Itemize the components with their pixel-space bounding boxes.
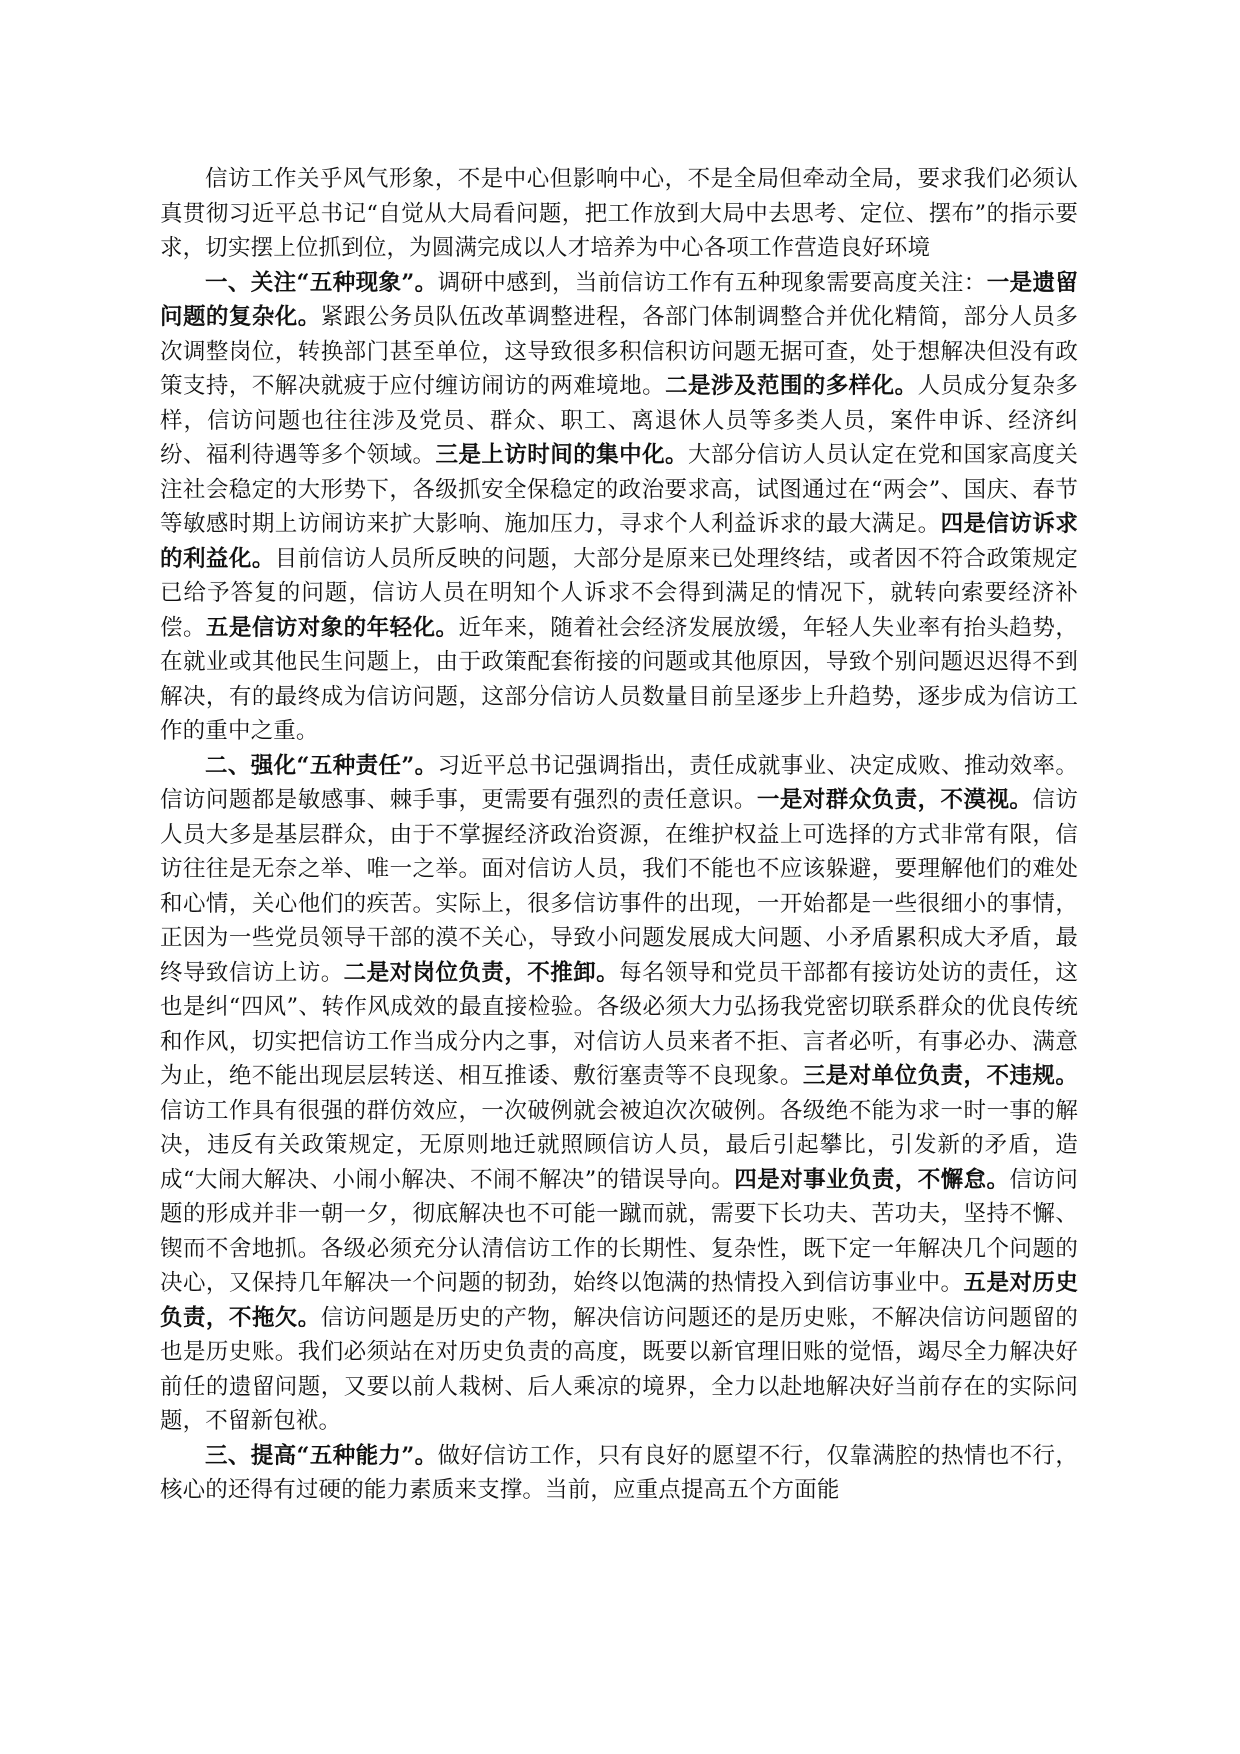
text-run: 做好信访工作，只有良好的愿望不行，仅靠满腔的热情也不行，核心的还得有过硬的能力素质来支撑。当前，应重点提高五个方面能	[160, 1442, 1078, 1503]
text-run: 人员成分复杂多样，信访问题也往往涉及党员、群众、职工、离退休人员等多类人员，案件申诉、经济纠纷、福利待遇等多个领域。	[160, 373, 1078, 468]
point-heading: 四是信访诉求的利益化。	[160, 511, 1078, 572]
point-heading: 二是对岗位负责，不推卸。	[343, 959, 620, 986]
text-run: 大部分信访人员认定在党和国家高度关注社会稳定的大形势下，各级抓安全保稳定的政治要求高，试图通过在“两会”、国庆、春节等敏感时期上访闹访来扩大影响、施加压力，寻求个人利益诉求的最大满足。	[160, 442, 1078, 537]
text-run: 近年来，随着社会经济发展放缓，年轻人失业率有抬头趋势，在就业或其他民生问题上，由于政策配套衔接的问题或其他原因，导致个别问题迟迟得不到解决，有的最终成为信访问题，这部分信访人员数量目前呈逐步上升趋势，逐步成为信访工作的重中之重。	[160, 614, 1078, 744]
point-heading: 三是对单位负责，不违规。	[802, 1063, 1078, 1089]
text-run: 调研中感到，当前信访工作有五种现象需要高度关注：	[437, 269, 987, 296]
text-run: 信访问题的形成并非一朝一夕，彻底解决也不可能一蹴而就，需要下长功夫、苦功夫，坚持不懈、锲而不舍地抓。各级必须充分认清信访工作的长期性、复杂性，既下定一年解决几个问题的决心，又保持几年解决一个问题的韧劲，始终以饱满的热情投入到信访事业中。	[160, 1166, 1078, 1296]
text-run: 信访工作关乎风气形象，不是中心但影响中心，不是全局但牵动全局，要求我们必须认真贯彻习近平总书记“自觉从大局看问题，把工作放到大局中去思考、定位、摆布”的指示要求，切实摆上位抓到位，为圆满完成以人才培养为中心各项工作营造良好环境	[160, 166, 1078, 261]
intro-paragraph	[160, 162, 1078, 266]
text-run: 信访问题是历史的产物，解决信访问题还的是历史账，不解决信访问题留的也是历史账。我们必须站在对历史负责的高度，既要以新官理旧账的觉悟，竭尽全力解决好前任的遗留问题，又要以前人栽树、后人乘凉的境界，全力以赴地解决好当前存在的实际问题，不留新包袱。	[160, 1304, 1078, 1434]
text-run: 紧跟公务员队伍改革调整进程，各部门体制调整合并优化精简，部分人员多次调整岗位，转换部门甚至单位，这导致很多积信积访问题无据可查，处于想解决但没有政策支持，不解决就疲于应付缠访闹访的两难境地。	[160, 304, 1078, 399]
point-heading: 三是上访时间的集中化。	[435, 442, 689, 468]
document-page	[160, 162, 1078, 1508]
text-run: 信访人员大多是基层群众，由于不掌握经济政治资源，在维护权益上可选择的方式非常有限，信访往往是无奈之举、唯一之举。面对信访人员，我们不能也不应该躲避，要理解他们的难处和心情，关心他们的疾苦。实际上，很多信访事件的出现，一开始都是一些很细小的事情，正因为一些党员领导干部的漠不关心，导致小问题发展成大问题、小矛盾累积成大矛盾，最终导致信访上访。	[160, 787, 1078, 986]
text-run: 目前信访人员所反映的问题，大部分是原来已处理终结，或者因不符合政策规定已给予答复的问题，信访人员在明知个人诉求不会得到满足的情况下，就转向索要经济补偿。	[160, 545, 1078, 641]
point-heading: 一是对群众负责，不漠视。	[756, 787, 1033, 813]
text-run: 每名领导和党员干部都有接访处访的责任，这也是纠“四风”、转作风成效的最直接检验。各级必须大力弘扬我党密切联系群众的优良传统和作风，切实把信访工作当成分内之事，对信访人员来者不拒、言者必听，有事必办、满意为止，绝不能出现层层转送、相互推诿、敷衍塞责等不良现象。	[160, 959, 1078, 1089]
point-heading: 四是对事业负责，不懈怠。	[734, 1166, 1010, 1193]
section-heading: 三、提高“五种能力”。	[205, 1442, 438, 1469]
text-run: 信访工作具有很强的群仿效应，一次破例就会被迫次次破例。各级绝不能为求一时一事的解决，违反有关政策规定，无原则地迁就照顾信访人员，最后引起攀比，引发新的矛盾，造成“大闹大解决、小闹小解决、不闹不解决”的错误导向。	[160, 1097, 1078, 1193]
point-heading: 五是对历史负责，不拖欠。	[160, 1270, 1078, 1331]
section-1-paragraph	[160, 266, 1078, 749]
section-2-paragraph	[160, 749, 1078, 1439]
section-heading: 二、强化“五种责任”。	[205, 752, 438, 779]
point-heading: 一是遗留问题的复杂化。	[160, 269, 1078, 330]
point-heading: 二是涉及范围的多样化。	[665, 373, 918, 399]
section-3-paragraph	[160, 1439, 1078, 1508]
section-heading: 一、关注“五种现象”。	[205, 269, 438, 296]
text-run: 习近平总书记强调指出，责任成就事业、决定成败、推动效率。信访问题都是敏感事、棘手事，更需要有强烈的责任意识。	[160, 752, 1078, 813]
point-heading: 五是信访对象的年轻化。	[205, 614, 459, 641]
